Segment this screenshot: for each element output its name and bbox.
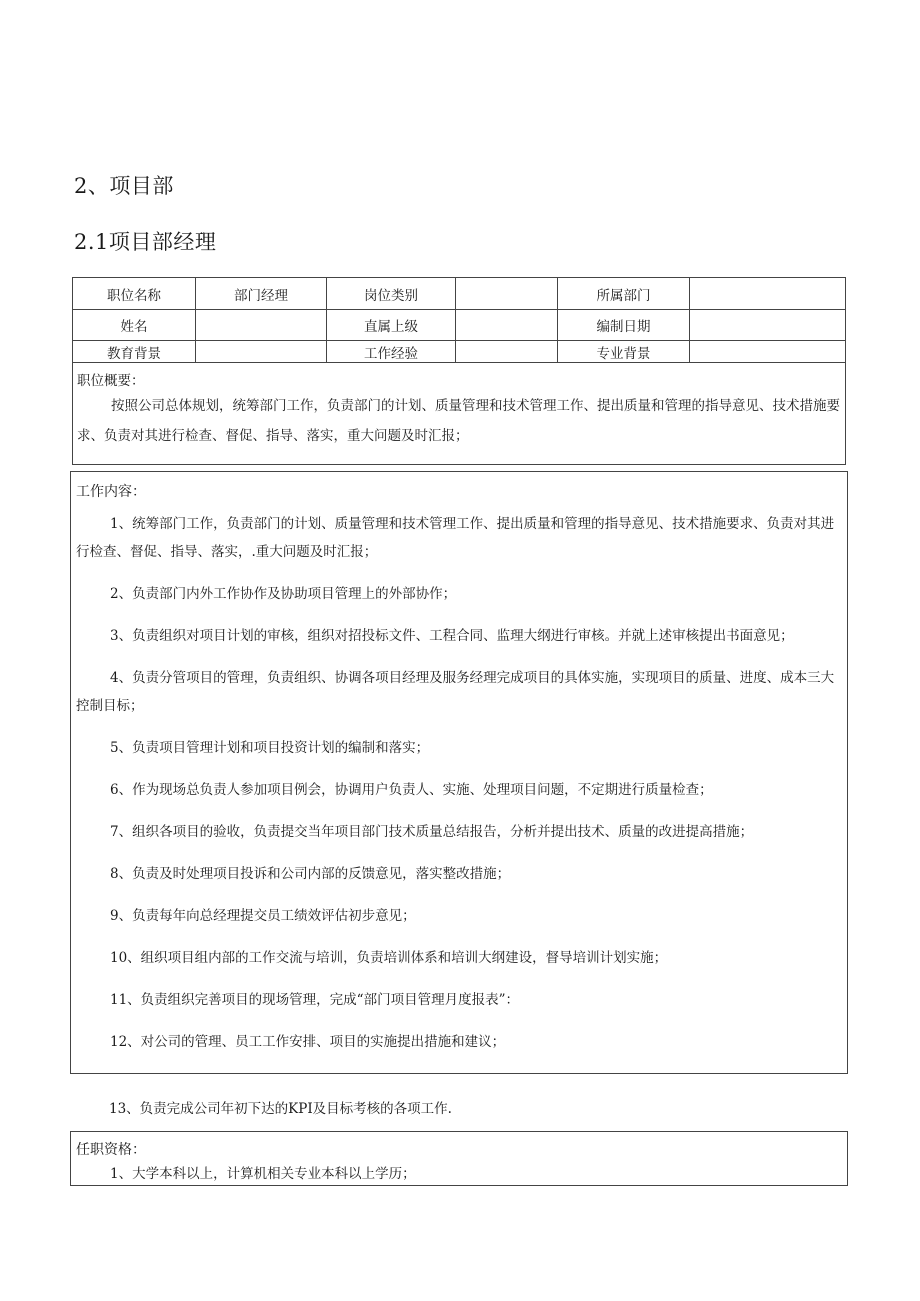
label-department: 所属部门: [558, 278, 690, 310]
label-name: 姓名: [73, 310, 196, 341]
label-education: 教育背景: [73, 341, 196, 363]
label-work-experience: 工作经验: [327, 341, 456, 363]
list-item: 5、负责项目管理计划和项目投资计划的编制和落实；: [110, 740, 430, 756]
list-item: 9、负责每年向总经理提交员工绩效评估初步意见；: [110, 908, 416, 924]
value-work-experience: [456, 341, 558, 363]
table-row: [73, 341, 846, 363]
value-education: [196, 341, 327, 363]
summary-label: 职位概要：: [77, 373, 145, 389]
qualifications-box: [70, 1131, 848, 1186]
section-heading: 2、项目部: [74, 174, 174, 198]
label-major: 专业背景: [558, 341, 690, 363]
list-item: 2、负责部门内外工作协作及协助项目管理上的外部协作；: [110, 586, 457, 602]
list-item: 4、负责分管项目的管理，负责组织、协调各项目经理及服务经理完成项目的具体实施，实现项目的质量、进度、成本三大控制目标；: [76, 670, 835, 714]
list-item: 3、负责组织对项目计划的审核，组织对招投标文件、工程合同、监理大纲进行审核。并就上述审核提出书面意见；: [110, 628, 794, 644]
list-item: 12、对公司的管理、员工工作安排、项目的实施提出措施和建议；: [110, 1034, 506, 1050]
label-supervisor: 直属上级: [327, 310, 456, 341]
table-row: [73, 363, 846, 465]
label-compile-date: 编制日期: [558, 310, 690, 341]
label-position-name: 职位名称: [73, 278, 196, 310]
list-item: 8、负责及时处理项目投诉和公司内部的反馈意见，落实整改措施；: [110, 866, 511, 882]
list-item: 6、作为现场总负责人参加项目例会，协调用户负责人、实施、处理项目问题，不定期进行质量检查；: [110, 782, 713, 798]
table-row: [73, 278, 846, 310]
value-post-category: [456, 278, 558, 310]
label-post-category: 岗位类别: [327, 278, 456, 310]
value-department: [690, 278, 846, 310]
table-row: [73, 310, 846, 341]
list-item: 11、负责组织完善项目的现场管理，完成“部门项目管理月度报表”：: [110, 992, 519, 1008]
job-info-table: [72, 277, 846, 465]
value-supervisor: [456, 310, 558, 341]
subsection-heading: 2.1项目部经理: [74, 230, 217, 254]
list-item-13: 13、负责完成公司年初下达的KPI及目标考核的各项工作.: [109, 1101, 452, 1117]
list-item: 1、大学本科以上，计算机相关专业本科以上学历；: [110, 1166, 416, 1182]
work-content-title: 工作内容：: [76, 484, 146, 500]
list-item: 10、组织项目组内部的工作交流与培训，负责培训体系和培训大纲建设，督导培训计划实施；: [110, 950, 668, 966]
value-major: [690, 341, 846, 363]
list-item: 7、组织各项目的验收，负责提交当年项目部门技术质量总结报告，分析并提出技术、质量的改进提高措施；: [110, 824, 754, 840]
summary-cell: [73, 363, 846, 465]
value-name: [196, 310, 327, 341]
value-position-name: 部门经理: [196, 278, 327, 310]
qualifications-title: 任职资格：: [76, 1142, 146, 1158]
summary-text: 按照公司总体规划，统筹部门工作，负责部门的计划、质量管理和技术管理工作、提出质量和管理的指导意见、技术措施要求、负责对其进行检查、督促、指导、落实，重大问题及时汇报；: [77, 398, 840, 444]
work-content-box: [70, 471, 848, 1074]
list-item: 1、统筹部门工作，负责部门的计划、质量管理和技术管理工作、提出质量和管理的指导意见、技术措施要求、负责对其进行检查、督促、指导、落实，.重大问题及时汇报；: [76, 516, 835, 560]
value-compile-date: [690, 310, 846, 341]
